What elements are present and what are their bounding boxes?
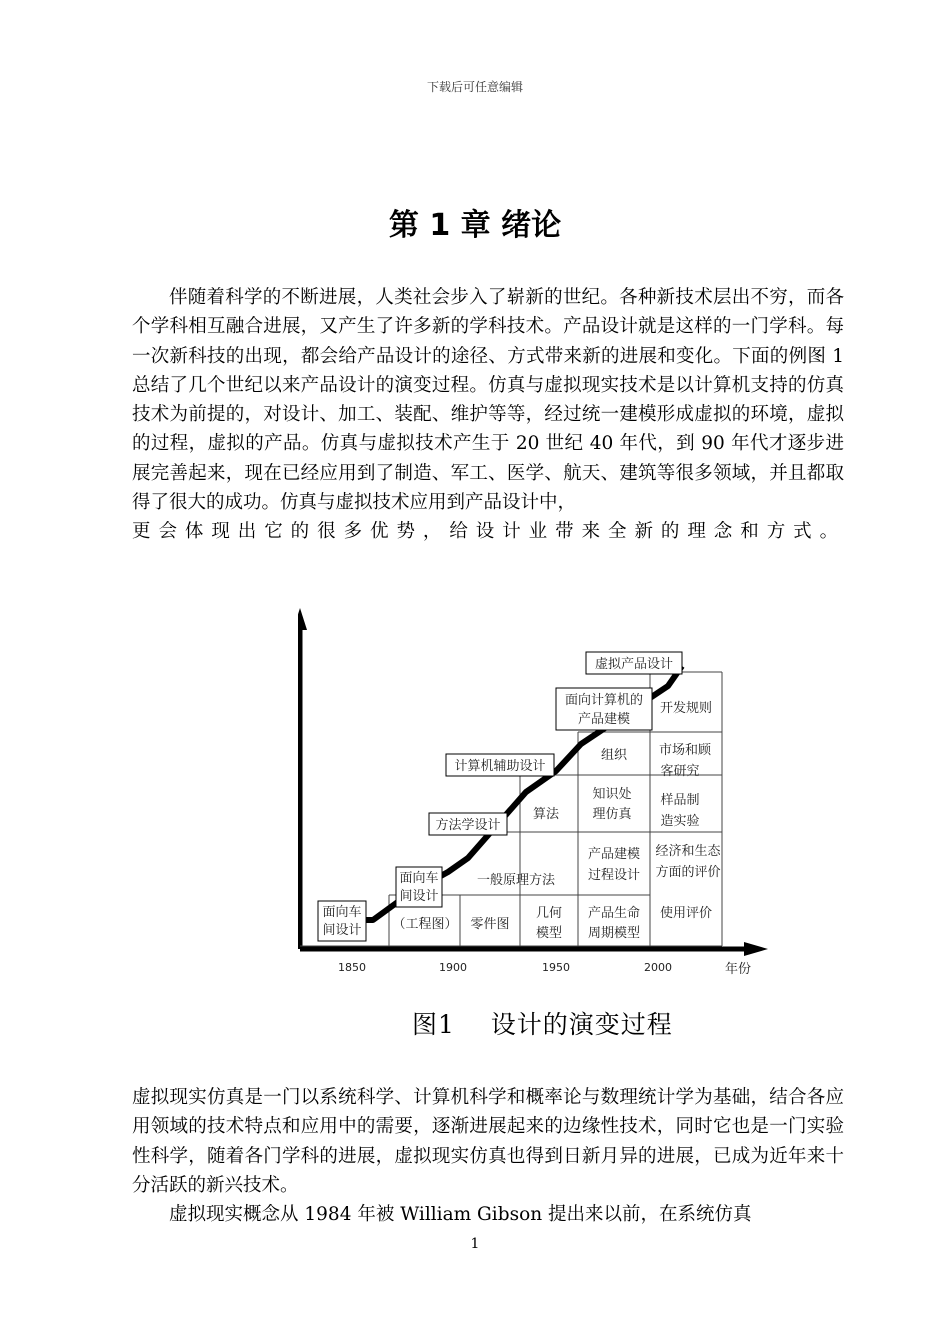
cell-suanfa: 算法 xyxy=(532,807,560,822)
cell-jianmo-1: 产品建模 xyxy=(587,847,641,862)
cell-yiban: 一般原理方法 xyxy=(476,873,556,888)
cell-zhishi-2: 理仿真 xyxy=(592,807,632,822)
x-axis-arrow xyxy=(744,942,768,956)
cell-zuzhi: 组织 xyxy=(600,748,628,763)
cell-yangpin-1: 样品制 xyxy=(660,793,700,808)
cell-jihe-1: 几何 xyxy=(535,906,563,921)
svg-text:方法学设计: 方法学设计 xyxy=(435,818,501,833)
svg-text:间设计: 间设计 xyxy=(399,889,439,904)
x-axis-ticks xyxy=(338,961,751,977)
stage-box-1 xyxy=(318,901,366,941)
svg-text:面向车: 面向车 xyxy=(399,871,439,886)
cell-shiyong: 使用评价 xyxy=(659,906,713,921)
svg-text:计算机辅助设计: 计算机辅助设计 xyxy=(454,759,546,774)
vr-concept-paragraph: 虚拟现实概念从 1984 年被 William Gibson 提出来以前，在系统仿真 xyxy=(169,1204,752,1225)
cell-shichang-2: 客研究 xyxy=(660,764,700,779)
figure-caption: 图1 设计的演变过程 xyxy=(412,1010,673,1039)
vr-simulation-paragraph: 虚拟现实仿真是一门以系统科学、计算机科学和概率论与数理统计学为基础，结合各应用领域的技术特点和应用中的需要，逐渐进展起来的边缘性技术，同时它也是一门实验性科学，随着各门学科的进展，虚拟现实仿真也得到日新月异的进展，已成为近年来十分活跃的新兴技术。 xyxy=(132,1087,844,1196)
cell-yangpin-2: 造实验 xyxy=(660,814,700,829)
x-tick-2000: 2000 xyxy=(644,961,672,974)
cell-shengming-2: 周期模型 xyxy=(587,926,641,941)
design-evolution-figure xyxy=(298,608,768,980)
svg-text:面向计算机的: 面向计算机的 xyxy=(564,693,644,708)
svg-text:间设计: 间设计 xyxy=(322,923,362,938)
intro-paragraph-last-line: 更会体现出它的很多优势，给设计业带来全新的理念和方式。 xyxy=(132,521,844,543)
y-axis-arrow xyxy=(298,608,307,630)
svg-text:面向车: 面向车 xyxy=(322,905,362,920)
page-number: 1 xyxy=(470,1236,480,1252)
cell-jingji-2: 方面的评价 xyxy=(655,865,721,880)
cell-kaifa: 开发规则 xyxy=(659,701,713,716)
page-header: 下载后可任意编辑 xyxy=(426,80,523,94)
cell-lingjiantu: 零件图 xyxy=(470,917,510,932)
design-evolution-diagram xyxy=(298,608,768,980)
chapter-title: 第 1 章 绪论 xyxy=(388,208,562,243)
cell-jianmo-2: 过程设计 xyxy=(587,868,641,883)
cell-gongchengtu: （工程图） xyxy=(392,917,458,932)
x-tick-1900: 1900 xyxy=(439,961,467,974)
cell-jingji-1: 经济和生态 xyxy=(655,844,721,859)
stage-box-5 xyxy=(556,688,652,730)
stage-box-6 xyxy=(586,652,682,674)
cell-shengming-1: 产品生命 xyxy=(587,906,641,921)
intro-paragraph-text: 伴随着科学的不断进展，人类社会步入了崭新的世纪。各种新技术层出不穷，而各个学科相互融合进展，又产生了许多新的学科技术。产品设计就是这样的一门学科。每一次新科技的出现，都会给产品设计的途径、方式带来新的进展和变化。下面的例图 1 总结了几个世纪以来产品设计的演变过程。仿真与虚拟现实技术是以计算机支持的仿真技术为前提的，对设计、加工、装配、维护等等，经过统一建模形成虚拟的环境，虚拟的过程，虚拟的产品。仿真与虚拟技术产生于 20 世纪 40 年代，到 90 年代才逐步进展完善起来，现在已经应用到了制造、军工、医学、航天、建筑等很多领域，并且都取得了很大的成功。仿真与虚拟技术应用到产品设计中， xyxy=(132,287,844,514)
cell-zhishi-1: 知识处 xyxy=(592,787,632,802)
svg-text:产品建模: 产品建模 xyxy=(577,712,631,727)
svg-text:虚拟产品设计: 虚拟产品设计 xyxy=(594,657,674,672)
x-axis-label: 年份 xyxy=(724,962,752,977)
cell-shichang-1: 市场和顾 xyxy=(658,743,712,758)
stage-box-4 xyxy=(446,754,554,776)
intro-paragraph xyxy=(132,283,844,547)
stage-box-2 xyxy=(396,867,442,907)
stage-box-3 xyxy=(429,813,507,835)
cell-jihe-2: 模型 xyxy=(535,926,563,941)
x-tick-1950: 1950 xyxy=(542,961,570,974)
x-tick-1850: 1850 xyxy=(338,961,366,974)
